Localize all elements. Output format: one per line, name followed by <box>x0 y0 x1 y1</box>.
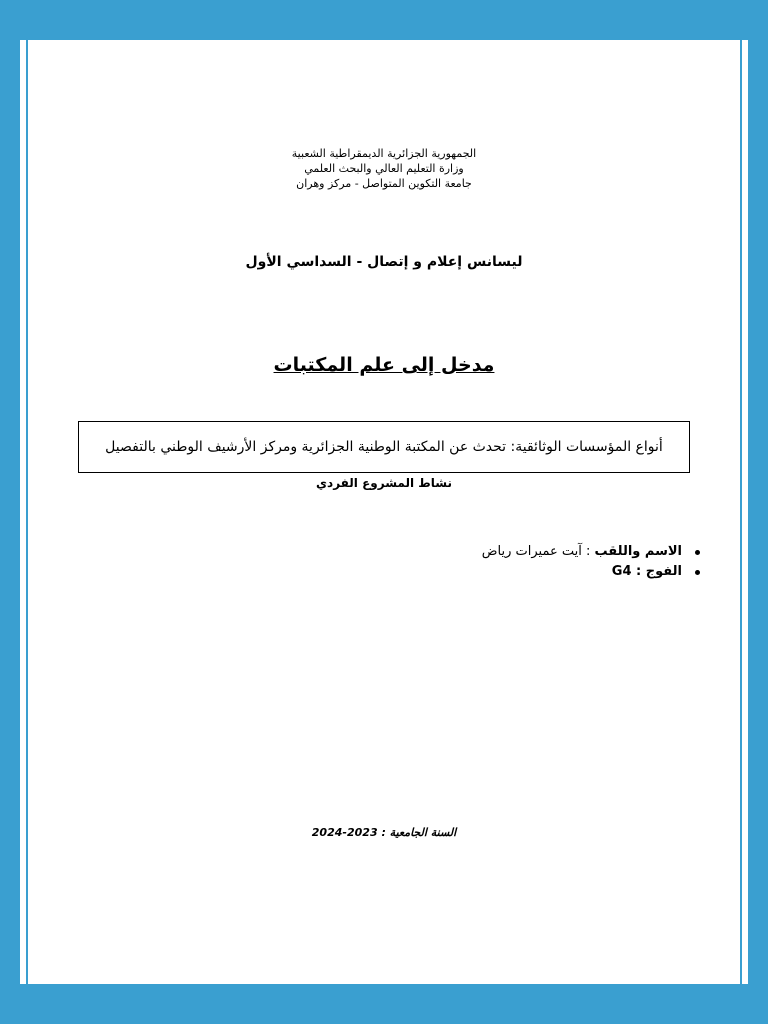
header-line-ministry: وزارة التعليم العالي والبحث العلمي <box>304 162 464 175</box>
topic-box <box>78 421 690 473</box>
program-title: ليسانس إعلام و إتصال - السداسي الأول <box>245 254 523 270</box>
header-line-university: جامعة التكوين المتواصل - مركز وهران <box>296 177 472 190</box>
group-label: الفوج <box>645 564 682 579</box>
frame-right-border <box>748 0 768 1024</box>
institution-header <box>28 146 740 191</box>
student-info-list <box>282 542 700 582</box>
course-title: مدخل إلى علم المكتبات <box>273 354 495 376</box>
student-group-item <box>282 562 682 582</box>
name-value: آيت عميرات رياض <box>481 544 582 559</box>
student-name-item <box>282 542 682 562</box>
frame-bottom-border <box>0 984 768 1024</box>
frame-top-border <box>0 0 768 40</box>
header-line-republic: الجمهورية الجزائرية الديمقراطية الشعبية <box>291 147 477 160</box>
frame-inner-line-right <box>740 0 742 1024</box>
cover-content <box>28 40 740 984</box>
name-label: الاسم واللقب <box>594 544 682 559</box>
group-value: G4 <box>611 564 632 579</box>
frame-left-border <box>0 0 20 1024</box>
topic-text: أنواع المؤسسات الوثائقية: تحدث عن المكتبة الوطنية الجزائرية ومركز الأرشيف الوطني بالتفصيل <box>105 439 663 455</box>
name-separator: : <box>581 544 595 559</box>
group-separator: : <box>631 564 646 579</box>
activity-label: نشاط المشروع الفردي <box>316 476 452 490</box>
academic-year: السنة الجامعية : 2023-2024 <box>311 826 457 839</box>
